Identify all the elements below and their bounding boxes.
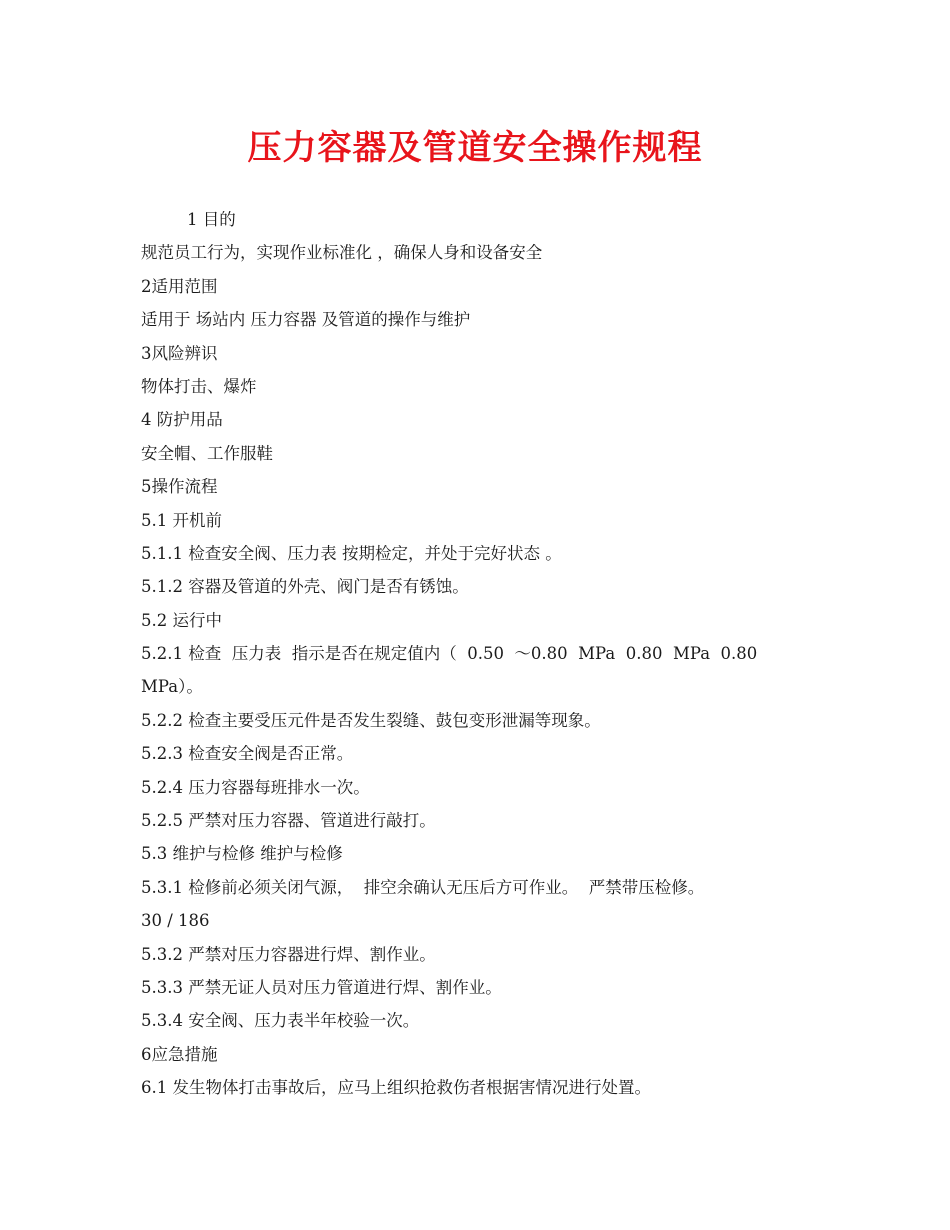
list-item-5-3-4: 5.3.4 安全阀、压力表半年校验一次。: [141, 1011, 420, 1031]
paragraph-ppe: 安全帽、工作服鞋: [141, 443, 273, 463]
section-heading-scope: 2适用范围: [141, 276, 218, 296]
list-item-5-2-4: 5.2.4 压力容器每班排水一次。: [141, 777, 370, 797]
paragraph-purpose: 规范员工行为，实现作业标准化 ，确保人身和设备安全: [141, 243, 543, 263]
list-item-5-2-5: 5.2.5 严禁对压力容器、管道进行敲打。: [141, 811, 436, 831]
document-title: 压力容器及管道安全操作规程: [247, 128, 703, 168]
list-item-5-3-2: 5.3.2 严禁对压力容器进行焊、割作业。: [141, 944, 436, 964]
document-body: [141, 203, 821, 1105]
list-item-5-3-1: 5.3.1 检修前必须关闭气源， 排空余确认无压后方可作业。 严禁带压检修。: [141, 877, 705, 897]
list-item-5-1-1: 5.1.1 检查安全阀、压力表 按期检定，并处于完好状态 。: [141, 543, 562, 563]
section-heading-purpose: 1 目的: [187, 210, 236, 229]
paragraph-risk: 物体打击、爆炸: [141, 376, 257, 396]
list-item-5-2-2: 5.2.2 检查主要受压元件是否发生裂缝、鼓包变形泄漏等现象。: [141, 710, 601, 730]
section-heading-procedure: 5操作流程: [141, 477, 218, 497]
section-heading-emergency: 6应急措施: [141, 1044, 218, 1064]
page-number: 30 / 186: [141, 911, 210, 931]
list-item-6-1: 6.1 发生物体打击事故后，应马上组织抢救伤者根据害情况进行处置。: [141, 1078, 651, 1098]
subsection-heading-in-operation: 5.2 运行中: [141, 610, 222, 630]
subsection-heading-maintenance: 5.3 维护与检修 维护与检修: [141, 844, 343, 864]
list-item-5-2-1-continued: MPa）。: [141, 677, 203, 697]
list-item-5-2-3: 5.2.3 检查安全阀是否正常。: [141, 744, 354, 764]
paragraph-scope: 适用于 场站内 压力容器 及管道的操作与维护: [141, 310, 471, 330]
list-item-5-1-2: 5.1.2 容器及管道的外壳、阀门是否有锈蚀。: [141, 577, 469, 597]
subsection-heading-before-start: 5.1 开机前: [141, 510, 222, 530]
list-item-5-3-3: 5.3.3 严禁无证人员对压力管道进行焊、割作业。: [141, 977, 502, 997]
list-item-5-2-1: 5.2.1 检查 压力表 指示是否在规定值内（ 0.50 ～0.80 MPa 0.80 MPa 0.80: [141, 644, 758, 664]
section-heading-ppe: 4 防护用品: [141, 410, 223, 430]
section-heading-risk: 3风险辨识: [141, 343, 218, 363]
